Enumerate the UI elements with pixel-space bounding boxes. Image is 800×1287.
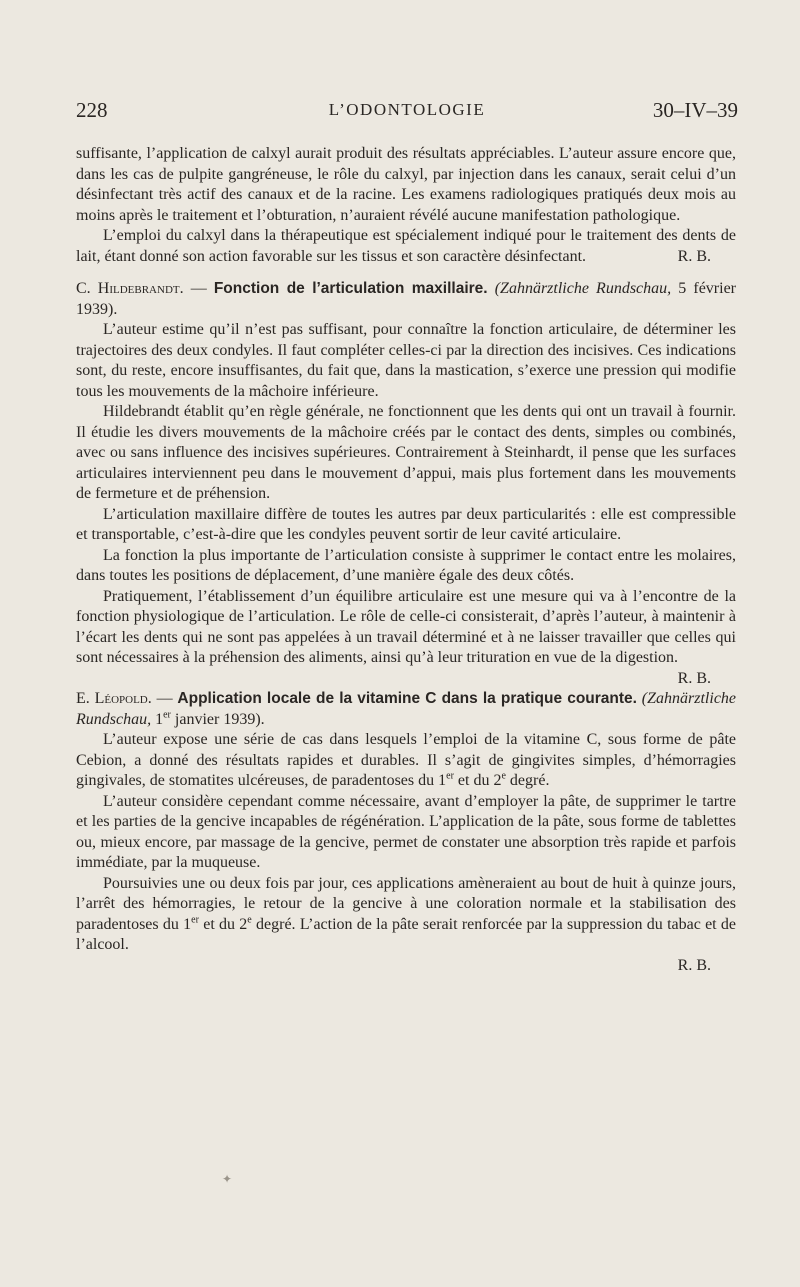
- running-header: [76, 98, 738, 128]
- paragraph: L’auteur considère cependant comme nécessaire, avant d’employer la pâte, de supprimer le tartre et les parties de la gencive incapables de régénération. L’application de la pâte, sous forme de tablettes ou, mieux encore, par massage de la gencive, permet de constater une absorption très rapide et parfois immédiate, par la muqueuse.: [76, 792, 736, 871]
- signature: R. B.: [677, 956, 711, 974]
- article-source: (Zahnärztliche Rundschau,: [494, 280, 672, 297]
- signature: R. B.: [677, 669, 711, 687]
- paragraph: suffisante, l’application de calxyl aurait produit des résultats appréciables. L’auteur assure encore que, dans les cas de pulpite gangréneuse, le rôle du calxyl, par injection dans les canaux, serait celui d’un désinfectant très actif des canaux et de la racine. Les examens radiologiques pratiqués deux mois au moins après le traitement et l’obturation, n’auraient révélé aucune manifestation pathologique.: [76, 145, 736, 224]
- paragraph: L’emploi du calxyl dans la thérapeutique est spécialement indiqué pour le traitement des dents de lait, étant donné son action favorable sur les tissus et son caractère désinfectant. R. B.: [76, 226, 736, 267]
- article-heading: C. Hildebrandt. — Fonction de l’articulation maxillaire. (Zahnärztliche Rundschau, 5 février 1939).: [76, 280, 737, 318]
- issue-date: 30–IV–39: [652, 98, 738, 122]
- journal-title: L’ODONTOLOGIE: [328, 100, 486, 119]
- article-title: Application locale de la vitamine C dans la pratique courante.: [177, 690, 637, 707]
- paragraph: L’articulation maxillaire diffère de toutes les autres par deux particularités : elle est compressible et transportable, c’est-à-dire que les condyles peuvent sortir de leur cavité articulaire.: [76, 505, 736, 543]
- printer-mark-icon: ✦: [222, 1172, 233, 1186]
- article-author: C. Hildebrandt.: [76, 280, 184, 297]
- document-body: [76, 144, 736, 976]
- paragraph: Poursuivies une ou deux fois par jour, ces applications amèneraient au bout de huit à quinze jours, l’arrêt des hémorragies, le retour de la gencive à une coloration normale et la stabilisation des paradentoses du 1er et du 2e degré. L’action de la pâte serait renforcée par la suppression du tabac et de l’alcool.: [76, 874, 736, 953]
- signature: R. B.: [677, 247, 711, 265]
- paragraph: La fonction la plus importante de l’articulation consiste à supprimer le contact entre les molaires, dans toutes les positions de déplacement, d’une manière égale des deux côtés.: [76, 546, 736, 584]
- article-title: Fonction de l’articulation maxillaire.: [213, 280, 488, 297]
- page-number: 228: [76, 98, 108, 122]
- paragraph: L’auteur estime qu’il n’est pas suffisant, pour connaître la fonction articulaire, de déterminer les trajectoires des deux condyles. Il faut compléter celles-ci par la direction des incisives. Ces indications sont, du reste, encore insuffisantes, du fait que, dans la mastication, s’exerce une pression qui modifie tous les mouvements de la mâchoire inférieure.: [76, 321, 736, 400]
- paragraph: L’auteur expose une série de cas dans lesquels l’emploi de la vitamine C, sous forme de pâte Cebion, a donné des résultats rapides et durables. Il s’agit de gingivites simples, d’hémorragies gingivales, de stomatites ulcéreuses, de paradentoses du 1er et du 2e degré.: [76, 731, 736, 789]
- article-source: (Zahnärztliche Rundschau,: [76, 690, 737, 728]
- paragraph: Pratiquement, l’établissement d’un équilibre articulaire est une mesure qui va à l’encontre de la fonction physiologique de l’articulation. Le rôle de celle-ci consisterait, d’après l’auteur, à maintenir à l’écart les dents qui ne sont pas appelées à un travail déterminé et à ne laisser travailler que celles qui sont nécessaires à la préhension des aliments, ainsi qu’à leur trituration en vue de la digestion.: [76, 587, 736, 666]
- paragraph: Hildebrandt établit qu’en règle générale, ne fonctionnent que les dents qui ont un travail à fournir. Il étudie les divers mouvements de la mâchoire créés par le contact des dents, simples ou combinés, avec ou sans influence des incisives supérieures. Contrairement à Steinhardt, il pense que les surfaces articulaires interviennent peu dans le mouvement d’appui, mais plus fortement dans les mouvements de fermeture et de préhension.: [76, 403, 736, 502]
- article-author: E. Léopold.: [76, 690, 152, 707]
- article-date: 5 février 1939).: [76, 280, 737, 318]
- article-heading: E. Léopold. — Application locale de la vitamine C dans la pratique courante. (Zahnärztliche Rundschau, 1er janvier 1939).: [76, 690, 737, 728]
